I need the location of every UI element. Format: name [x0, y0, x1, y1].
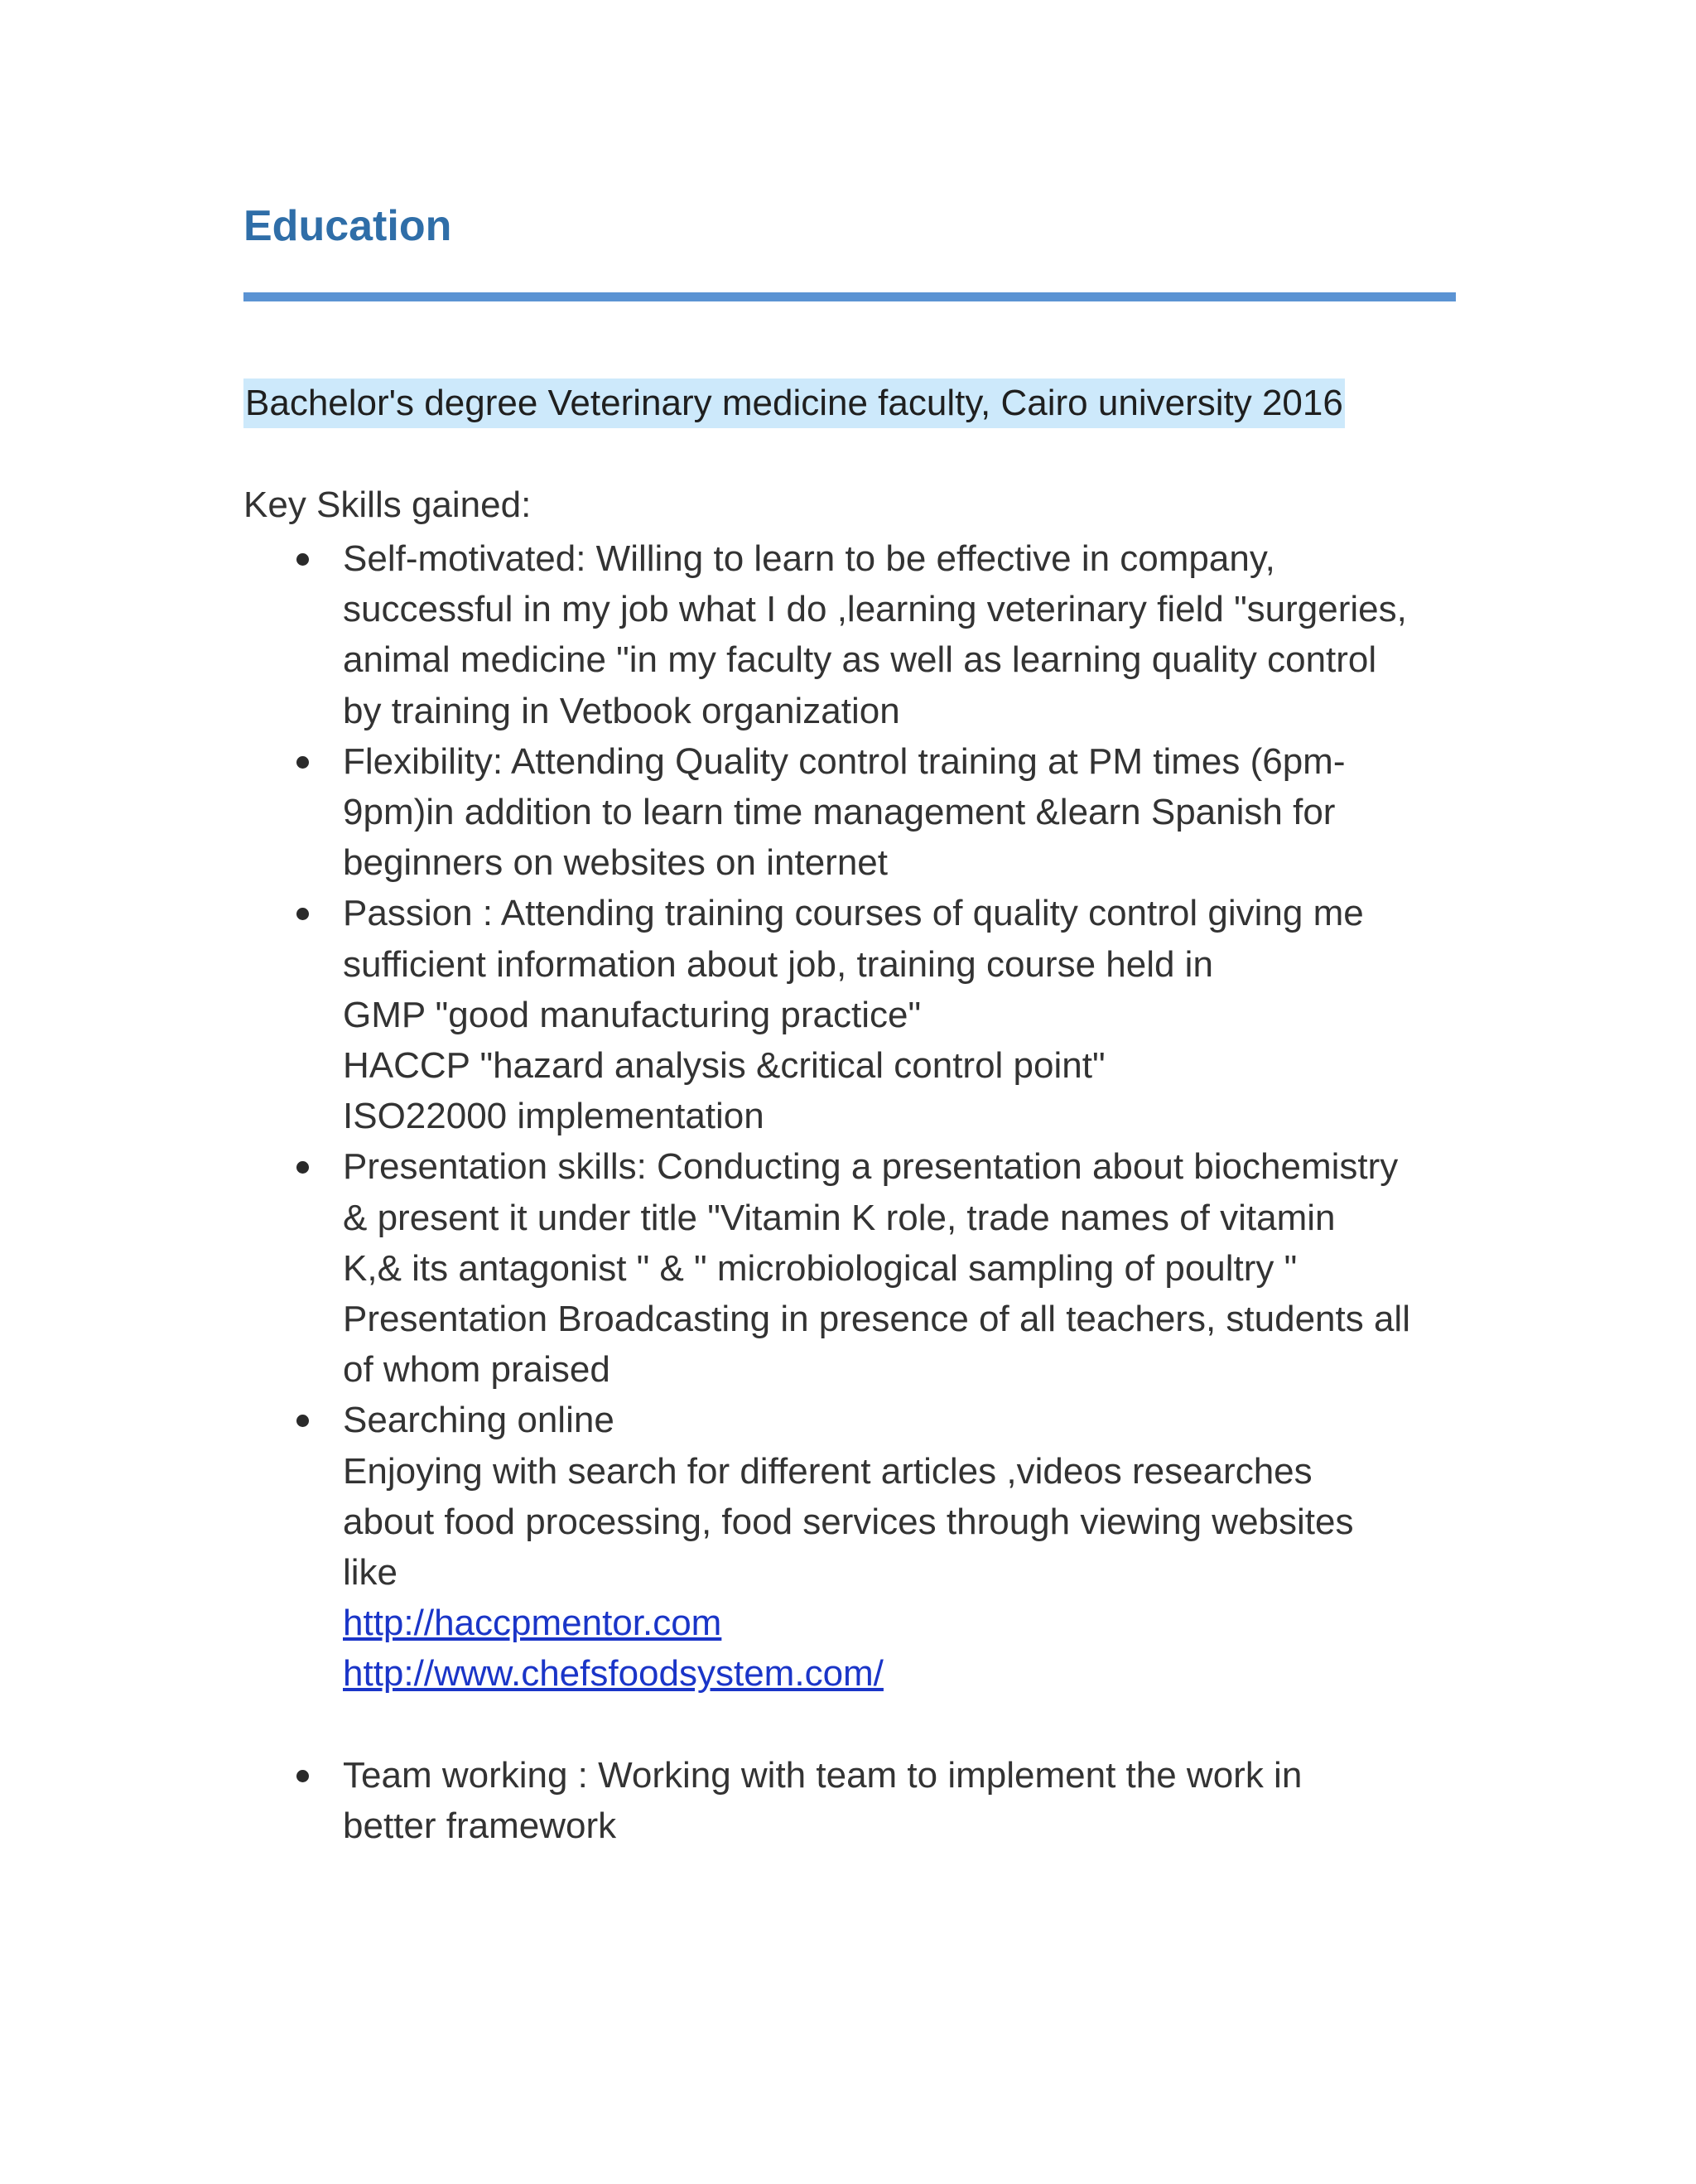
section-divider — [243, 292, 1456, 301]
skill-text-line: Presentation skills: Conducting a presentation about biochemistry — [343, 1146, 1399, 1188]
section-title: Education — [243, 202, 452, 250]
skill-text-line: Presentation Broadcasting in presence of all teachers, students all — [343, 1299, 1410, 1340]
haccpmentor-link[interactable]: http://haccpmentor.com — [343, 1603, 722, 1644]
bullet-icon — [296, 1415, 309, 1427]
skill-text-line: sufficient information about job, training course held in — [343, 943, 1213, 985]
skill-text-line: GMP "good manufacturing practice" — [343, 994, 922, 1035]
skill-text-line: better framework — [343, 1806, 617, 1847]
skill-text-line: by training in Vetbook organization — [343, 690, 900, 731]
skill-text-line: & present it under title "Vitamin K role, trade names of vitamin — [343, 1197, 1336, 1238]
bullet-icon — [296, 908, 309, 920]
skill-text-line: Team working : Working with team to implement the work in — [343, 1754, 1303, 1796]
skill-item-presentation — [343, 1141, 1477, 1395]
bullet-icon — [296, 553, 309, 566]
skill-text-line: Flexibility: Attending Quality control training at PM times (6pm- — [343, 740, 1346, 782]
chefsfoodsystem-link[interactable]: http://www.chefsfoodsystem.com/ — [343, 1653, 884, 1695]
skill-text-line: ISO22000 implementation — [343, 1096, 764, 1137]
skill-text-line: 9pm)in addition to learn time management &learn Spanish for — [343, 792, 1336, 833]
skill-text-line: about food processing, food services through viewing websites — [343, 1501, 1354, 1542]
skill-text-line: Searching online — [343, 1400, 614, 1441]
skill-text-line: Self-motivated: Willing to learn to be effective in company, — [343, 538, 1275, 579]
key-skills-label: Key Skills gained: — [243, 485, 532, 525]
skill-item-passion — [343, 888, 1477, 1141]
skill-text-line: HACCP "hazard analysis &critical control point" — [343, 1045, 1106, 1087]
bullet-icon — [296, 1161, 309, 1174]
skill-text-line: successful in my job what I do ,learning veterinary field "surgeries, — [343, 589, 1407, 630]
skill-item-searching-online — [343, 1395, 1477, 1699]
degree-line: Bachelor's degree Veterinary medicine faculty, Cairo university 2016 — [243, 378, 1345, 428]
skill-item-flexibility — [343, 736, 1477, 889]
skill-text-line: of whom praised — [343, 1349, 610, 1391]
bullet-icon — [296, 756, 309, 769]
skills-list — [343, 533, 1477, 1851]
skill-text-line: K,& its antagonist " & " microbiological sampling of poultry " — [343, 1247, 1298, 1289]
skill-text-line: animal medicine "in my faculty as well as learning quality control — [343, 639, 1377, 681]
bullet-icon — [296, 1770, 309, 1782]
skill-text-line: Enjoying with search for different articles ,videos researches — [343, 1450, 1313, 1492]
skill-item-team-working — [343, 1750, 1477, 1851]
skill-text-line: beginners on websites on internet — [343, 842, 888, 884]
skill-item-self-motivated — [343, 533, 1477, 736]
skill-text-line: like — [343, 1552, 398, 1593]
skill-text-line: Passion : Attending training courses of quality control giving me — [343, 893, 1364, 934]
